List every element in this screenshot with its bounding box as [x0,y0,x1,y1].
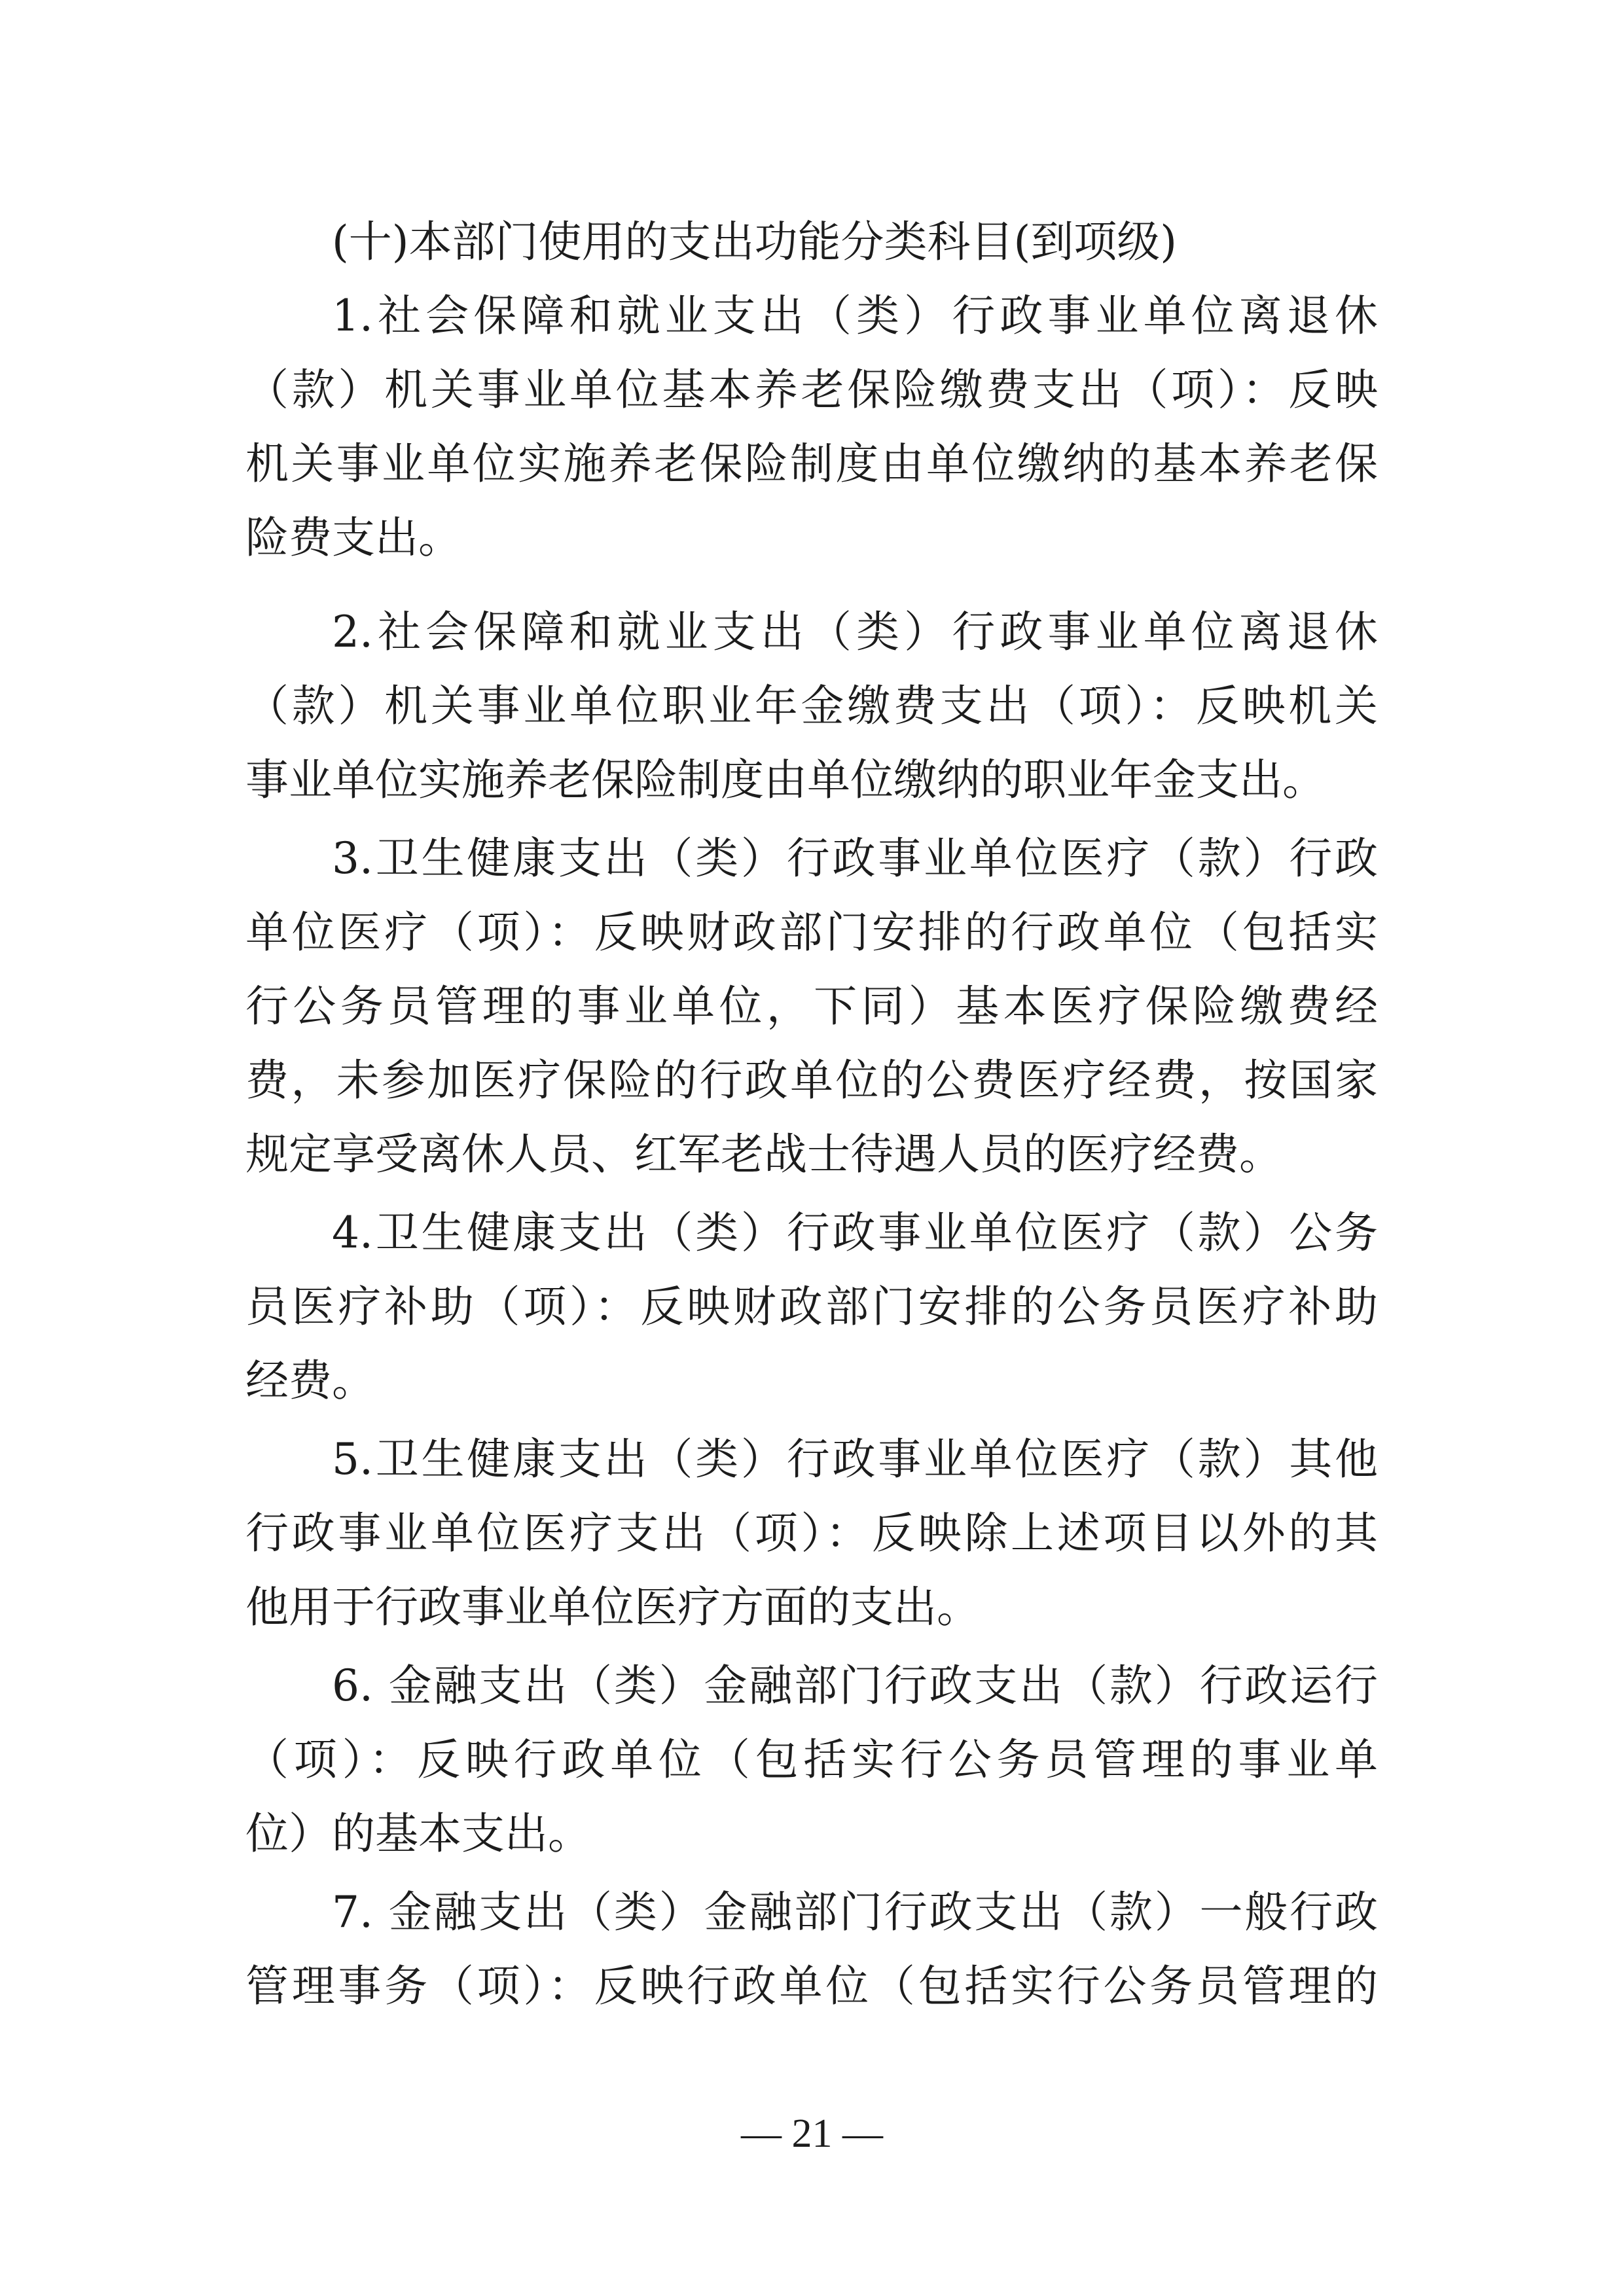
item-6-line-3: 位）的基本支出。 [245,1808,591,1859]
item-6-line-2: （项）：反映行政单位（包括实行公务员管理的事业单 [245,1734,1378,1785]
page-number: — 21 — [741,2111,883,2156]
item-3-line-2: 单位医疗（项）：反映财政部门安排的行政单位（包括实 [245,907,1378,958]
item-1-line-2: （款）机关事业单位基本养老保险缴费支出（项）：反映 [245,365,1378,415]
item-4-line-1: 4.卫生健康支出（类）行政事业单位医疗（款）公务 [332,1208,1378,1258]
section-heading: (十)本部门使用的支出功能分类科目(到项级) [332,217,1177,267]
item-4-line-2: 员医疗补助（项）：反映财政部门安排的公务员医疗补助 [245,1282,1378,1332]
item-1-line-4: 险费支出。 [245,512,461,563]
item-3-line-3: 行公务员管理的事业单位，下同）基本医疗保险缴费经 [245,981,1378,1031]
item-2-line-2: （款）机关事业单位职业年金缴费支出（项）：反映机关 [245,681,1378,731]
item-2-line-1: 2.社会保障和就业支出（类）行政事业单位离退休 [332,607,1378,657]
item-1-line-3: 机关事业单位实施养老保险制度由单位缴纳的基本养老保 [245,439,1378,489]
item-5-line-1: 5.卫生健康支出（类）行政事业单位医疗（款）其他 [332,1434,1378,1484]
item-4-line-3: 经费。 [245,1355,375,1406]
item-5-line-3: 他用于行政事业单位医疗方面的支出。 [245,1582,980,1632]
item-3-line-1: 3.卫生健康支出（类）行政事业单位医疗（款）行政 [332,833,1378,884]
item-6-line-1: 6. 金融支出（类）金融部门行政支出（款）行政运行 [332,1660,1378,1711]
item-3-line-5: 规定享受离休人员、红军老战士待遇人员的医疗经费。 [245,1129,1282,1179]
item-2-line-3: 事业单位实施养老保险制度由单位缴纳的职业年金支出。 [245,755,1326,805]
item-5-line-2: 行政事业单位医疗支出（项）：反映除上述项目以外的其 [245,1508,1378,1558]
item-7-line-2: 管理事务（项）：反映行政单位（包括实行公务员管理的 [245,1961,1378,2011]
item-7-line-1: 7. 金融支出（类）金融部门行政支出（款）一般行政 [332,1887,1378,1937]
item-3-line-4: 费，未参加医疗保险的行政单位的公费医疗经费，按国家 [245,1055,1378,1105]
item-1-line-1: 1.社会保障和就业支出（类）行政事业单位离退休 [332,291,1378,341]
